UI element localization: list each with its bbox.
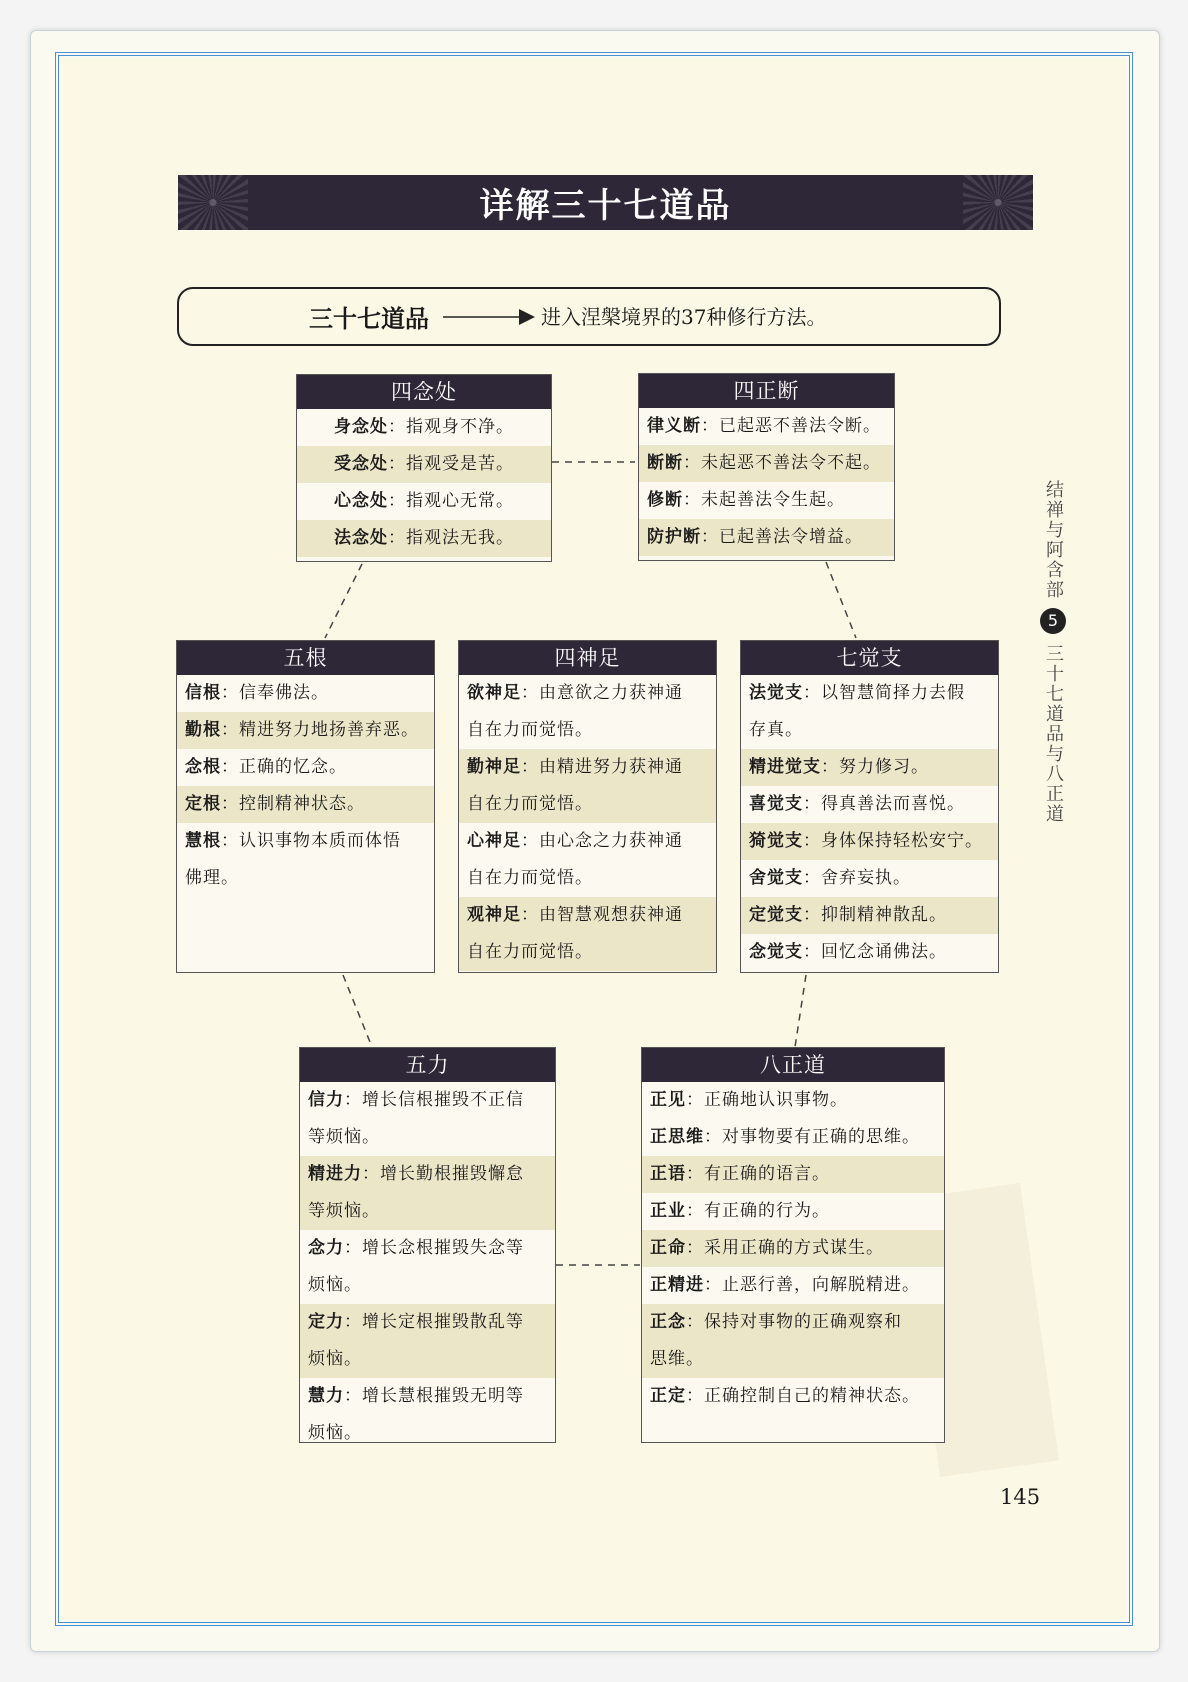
box-sizhengduan xyxy=(638,373,895,561)
list-item-continuation: 自在力而觉悟。 xyxy=(467,720,593,740)
list-item-continuation: 佛理。 xyxy=(185,868,239,888)
list-item: 正语：有正确的语言。 xyxy=(642,1156,944,1193)
list-item: 勤神足：由精进努力获神通 xyxy=(459,749,716,786)
list-item: 念觉支：回忆念诵佛法。 xyxy=(749,942,947,962)
list-item: 精进力：增长勤根摧毁懈怠 xyxy=(300,1156,555,1193)
box-wugen xyxy=(176,640,435,973)
list-item: 正精进：止恶行善，向解脱精进。 xyxy=(650,1275,920,1295)
box-title: 八正道 xyxy=(642,1048,944,1082)
page-title: 详解三十七道品 xyxy=(479,186,732,226)
list-item-continuation: 烦恼。 xyxy=(308,1423,362,1443)
box-title: 四神足 xyxy=(459,641,716,675)
list-item: 法念处：指观法无我。 xyxy=(297,520,551,557)
box-bazhengdao xyxy=(641,1047,945,1443)
list-item: 定力：增长定根摧毁散乱等 xyxy=(300,1304,555,1341)
list-item: 断断：未起恶不善法令不起。 xyxy=(639,445,894,482)
list-item: 正业：有正确的行为。 xyxy=(650,1201,830,1221)
list-item-continuation: 存真。 xyxy=(749,720,803,740)
connector-sizhengduan-qijuezhi xyxy=(826,562,856,638)
list-item: 身念处：指观身不净。 xyxy=(334,417,514,437)
chapter-side-tab xyxy=(1040,480,1070,900)
list-item: 精进觉支：努力修习。 xyxy=(741,749,998,786)
list-item-continuation: 自在力而觉悟。 xyxy=(459,786,716,823)
list-item-continuation: 烦恼。 xyxy=(300,1341,555,1378)
box-sishenzu xyxy=(458,640,717,973)
page-number: 145 xyxy=(1000,1485,1041,1509)
list-item-continuation: 等烦恼。 xyxy=(308,1127,380,1147)
box-title: 七觉支 xyxy=(741,641,998,675)
list-item: 心念处：指观心无常。 xyxy=(334,491,514,511)
list-item: 修断：未起善法令生起。 xyxy=(647,490,845,510)
list-item: 猗觉支：身体保持轻松安宁。 xyxy=(741,823,998,860)
box-title: 四念处 xyxy=(297,375,551,409)
list-item: 正见：正确地认识事物。 xyxy=(650,1090,848,1110)
list-item-continuation: 烦恼。 xyxy=(308,1275,362,1295)
chapter-number: 5 xyxy=(1040,608,1066,634)
list-item: 喜觉支：得真善法而喜悦。 xyxy=(749,794,965,814)
list-item: 观神足：由智慧观想获神通 xyxy=(459,897,716,934)
list-item: 勤根：精进努力地扬善弃恶。 xyxy=(177,712,434,749)
list-item: 信力：增长信根摧毁不正信 xyxy=(308,1090,524,1110)
box-qijuezhi xyxy=(740,640,999,973)
list-item: 正思维：对事物要有正确的思维。 xyxy=(650,1127,920,1147)
list-item: 念根：正确的忆念。 xyxy=(185,757,347,777)
box-title: 五根 xyxy=(177,641,434,675)
list-item: 正命：采用正确的方式谋生。 xyxy=(642,1230,944,1267)
list-item: 法觉支：以智慧简择力去假 xyxy=(749,683,965,703)
list-item: 舍觉支：舍弃妄执。 xyxy=(749,868,911,888)
definition-term: 三十七道品 xyxy=(309,305,429,333)
connector-qijuezhi-bazhengdao xyxy=(795,975,806,1047)
list-item-continuation: 思维。 xyxy=(642,1341,944,1378)
list-item: 正定：正确控制自己的精神状态。 xyxy=(650,1386,920,1406)
list-item: 欲神足：由意欲之力获神通 xyxy=(467,683,683,703)
list-item: 心神足：由心念之力获神通 xyxy=(467,831,683,851)
list-item: 定觉支：抑制精神散乱。 xyxy=(741,897,998,934)
definition-text: 进入涅槃境界的37种修行方法。 xyxy=(541,305,827,329)
list-item: 慧根：认识事物本质而体悟 xyxy=(185,831,401,851)
list-item-continuation: 自在力而觉悟。 xyxy=(467,868,593,888)
connector-sinianchu-wugen xyxy=(325,564,362,638)
chapter-title: 结禅与阿含部 xyxy=(1043,480,1064,600)
list-item: 防护断：已起善法令增益。 xyxy=(639,519,894,556)
list-item-continuation: 等烦恼。 xyxy=(300,1193,555,1230)
list-item: 念力：增长念根摧毁失念等 xyxy=(308,1238,524,1258)
list-item: 正念：保持对事物的正确观察和 xyxy=(642,1304,944,1341)
list-item: 律义断：已起恶不善法令断。 xyxy=(647,416,881,436)
list-item: 定根：控制精神状态。 xyxy=(177,786,434,823)
section-title: 三十七道品与八正道 xyxy=(1043,644,1064,824)
box-wuli xyxy=(299,1047,556,1443)
list-item-continuation: 自在力而觉悟。 xyxy=(459,934,716,971)
list-item: 信根：信奉佛法。 xyxy=(185,683,329,703)
box-title: 五力 xyxy=(300,1048,555,1082)
list-item: 慧力：增长慧根摧毁无明等 xyxy=(308,1386,524,1406)
connector-wugen-wuli xyxy=(343,975,372,1047)
box-title: 四正断 xyxy=(639,374,894,408)
box-sinianchu xyxy=(296,374,552,562)
list-item: 受念处：指观受是苦。 xyxy=(297,446,551,483)
